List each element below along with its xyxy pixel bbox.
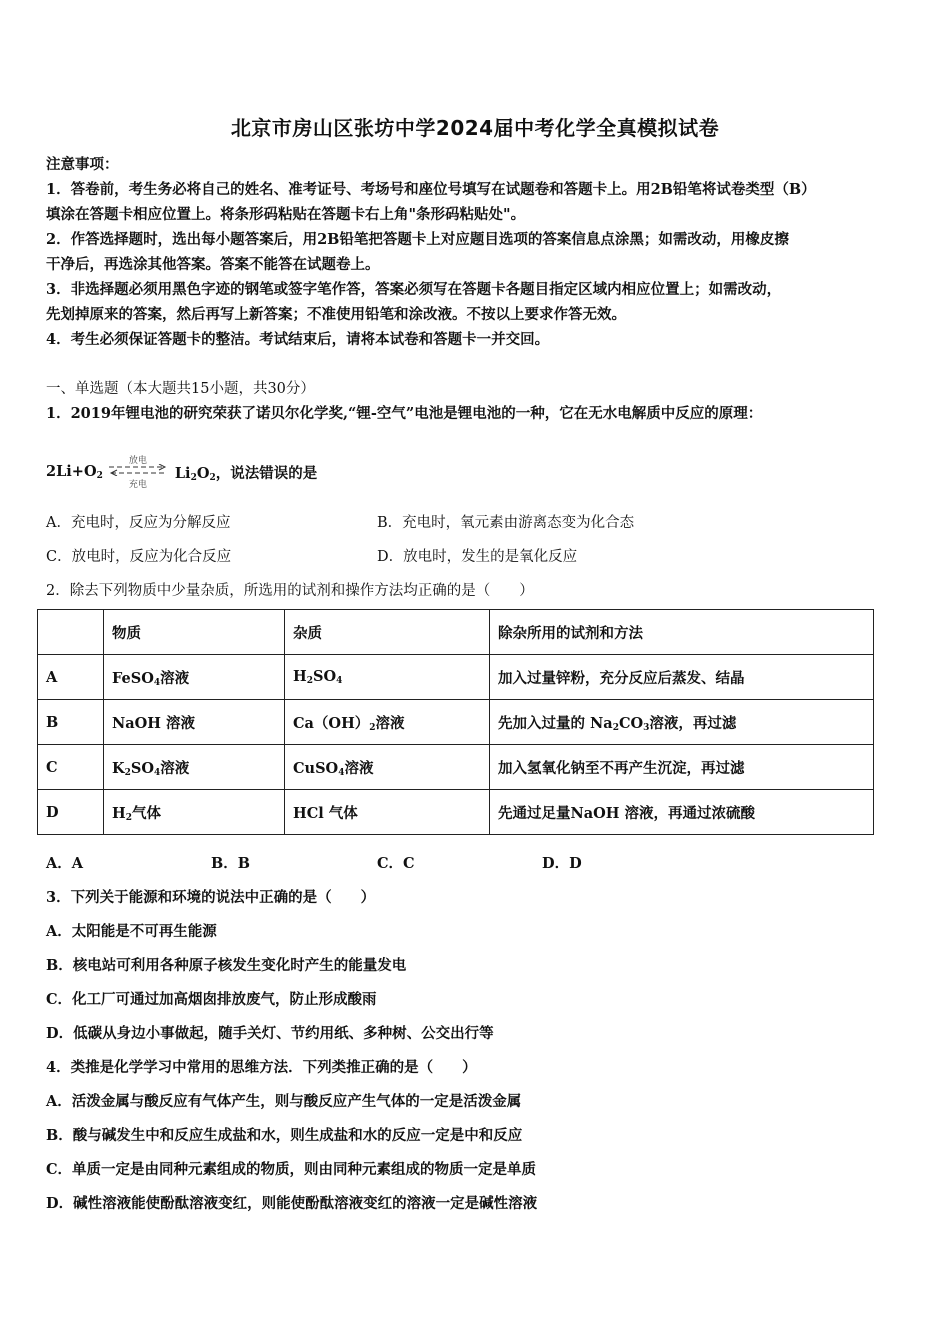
q4-option-d[interactable]: D．碱性溶液能使酚酞溶液变红，则能使酚酞溶液变红的溶液一定是碱性溶液: [46, 1195, 538, 1212]
q2-option-b[interactable]: B．B: [211, 855, 251, 872]
q2-option-d[interactable]: D．D: [542, 855, 582, 872]
impurity-cell: CuSO$_4$溶液: [285, 745, 490, 790]
table-row: [38, 655, 874, 700]
notice-line: 4．考生必须保证答题卡的整洁。考试结束后，请将本试卷和答题卡一并交回。: [46, 331, 550, 348]
substance-cell: FeSO$_4$溶液: [104, 655, 285, 700]
table-header-cell: 物质: [104, 610, 285, 655]
q4-option-b[interactable]: B．酸与碱发生中和反应生成盐和水，则生成盐和水的反应一定是中和反应: [46, 1127, 523, 1144]
table-row: [38, 700, 874, 745]
table-header-cell: 除杂所用的试剂和方法: [490, 610, 874, 655]
equation-left: $2Li+O_2$: [46, 463, 103, 481]
table-header-cell: [38, 610, 104, 655]
q1-option-a[interactable]: A．充电时，反应为分解反应: [46, 515, 231, 531]
reaction-equation: [46, 456, 318, 490]
method-cell: 加入氢氧化钠至不再产生沉淀，再过滤: [490, 745, 874, 790]
impurity-cell: HCl 气体: [285, 790, 490, 835]
table-row: [38, 790, 874, 835]
reversible-arrow-icon: [107, 464, 169, 476]
table-header-cell: 杂质: [285, 610, 490, 655]
q1-option-c[interactable]: C．放电时，反应为化合反应: [46, 549, 232, 565]
q4-option-c[interactable]: C．单质一定是由同种元素组成的物质，则由同种元素组成的物质一定是单质: [46, 1161, 537, 1178]
arrow-bottom-label: 充电: [128, 480, 147, 490]
row-label: D: [38, 790, 104, 835]
question-2-stem: 2．除去下列物质中少量杂质，所选用的试剂和操作方法均正确的是（ ）: [46, 583, 534, 599]
q3-option-b[interactable]: B．核电站可利用各种原子核发生变化时产生的能量发电: [46, 957, 407, 974]
question-4-stem: 4．类推是化学学习中常用的思维方法．下列类推正确的是（ ）: [46, 1059, 477, 1076]
q4-option-a[interactable]: A．活泼金属与酸反应有气体产生，则与酸反应产生气体的一定是活泼金属: [46, 1093, 522, 1110]
notice-line: 先划掉原来的答案，然后再写上新答案；不准使用铅笔和涂改液。不按以上要求作答无效。: [46, 306, 626, 323]
reversible-arrow: [107, 456, 169, 490]
section-heading: 一、单选题（本大题共15小题，共30分）: [46, 381, 315, 397]
q2-option-c[interactable]: C．C: [377, 855, 415, 872]
arrow-top-label: 放电: [128, 456, 147, 466]
row-label: B: [38, 700, 104, 745]
notice-line: 干净后，再选涂其他答案。答案不能答在试题卷上。: [46, 256, 380, 273]
substance-cell: $H_2$气体: [104, 790, 285, 835]
notice-line: 2．作答选择题时，选出每小题答案后，用2B铅笔把答题卡上对应题目选项的答案信息点涂黑；如需改动，用橡皮擦: [46, 231, 789, 248]
question-1-stem: 1．2019年锂电池的研究荣获了诺贝尔化学奖,“锂-空气”电池是锂电池的一种，它在无水电解质中反应的原理：: [46, 405, 763, 422]
impurity-cell: $Ca(OH)_2$溶液: [285, 700, 490, 745]
table-header-row: [38, 610, 874, 655]
equation-right: $Li_2O_2$，说法错误的是: [174, 464, 318, 483]
q3-option-c[interactable]: C．化工厂可通过加高烟囱排放废气，防止形成酸雨: [46, 991, 377, 1008]
row-label: C: [38, 745, 104, 790]
impurity-table: [37, 609, 874, 835]
substance-cell: NaOH 溶液: [104, 700, 285, 745]
q1-option-b[interactable]: B．充电时，氧元素由游离态变为化合态: [377, 515, 635, 531]
q1-option-d[interactable]: D．放电时，发生的是氧化反应: [377, 549, 578, 565]
page-title: 北京市房山区张坊中学2024届中考化学全真模拟试卷: [230, 116, 720, 140]
table-row: [38, 745, 874, 790]
method-cell: 加入过量锌粉，充分反应后蒸发、结晶: [490, 655, 874, 700]
notice-line: 3．非选择题必须用黑色字迹的钢笔或签字笔作答，答案必须写在答题卡各题目指定区域内相应位置上；如需改动，: [46, 281, 782, 298]
method-cell: 先通过足量NaOH 溶液，再通过浓硫酸: [490, 790, 874, 835]
q3-option-d[interactable]: D．低碳从身边小事做起，随手关灯、节约用纸、多种树、公交出行等: [46, 1025, 494, 1042]
substance-cell: $K_2SO_4$溶液: [104, 745, 285, 790]
question-3-stem: 3．下列关于能源和环境的说法中正确的是（ ）: [46, 889, 376, 906]
row-label: A: [38, 655, 104, 700]
q3-option-a[interactable]: A．太阳能是不可再生能源: [46, 923, 217, 940]
q2-option-a[interactable]: A．A: [46, 855, 84, 872]
impurity-cell: $H_2SO_4$: [285, 655, 490, 700]
notice-heading: 注意事项：: [46, 156, 119, 173]
notice-line: 1．答卷前，考生务必将自己的姓名、准考证号、考场号和座位号填写在试题卷和答题卡上。用2B铅笔将试卷类型（B）: [46, 181, 816, 198]
notice-line: 填涂在答题卡相应位置上。将条形码粘贴在答题卡右上角"条形码粘贴处"。: [46, 206, 526, 223]
method-cell: 先加入过量的 $Na_2CO_3$溶液，再过滤: [490, 700, 874, 745]
